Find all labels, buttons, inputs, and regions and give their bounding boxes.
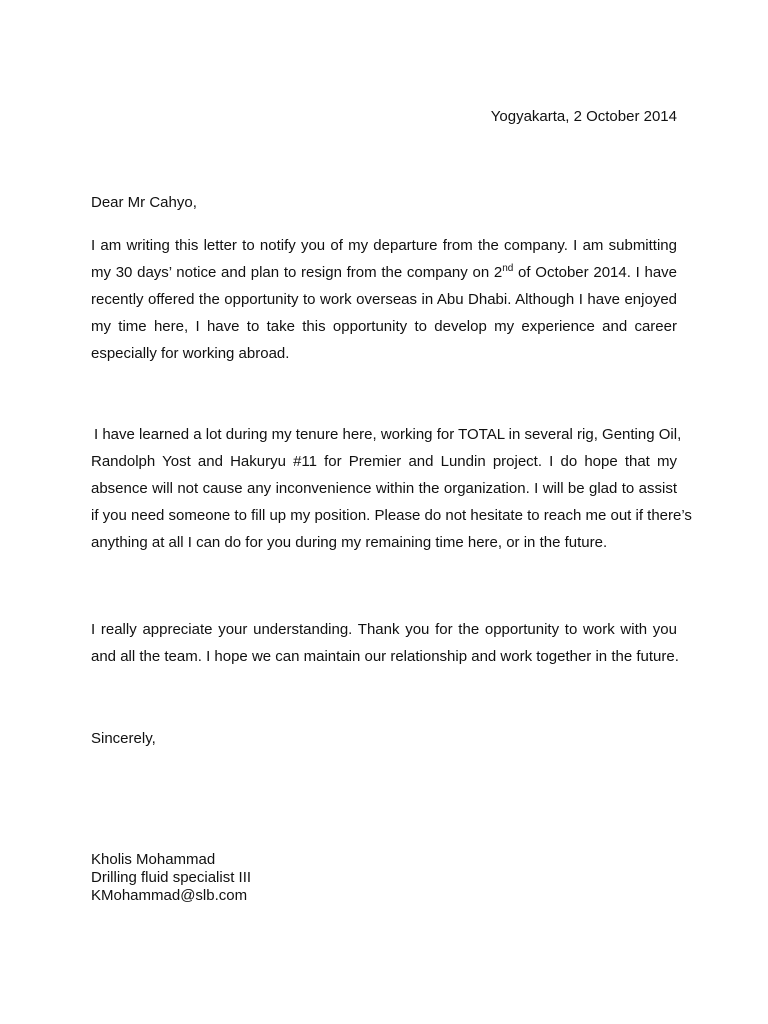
closing: Sincerely,: [91, 730, 156, 747]
signer-email: KMohammad@slb.com: [91, 887, 248, 904]
paragraph-1-line-4: my time here, I have to take this opportunity to develop my experience and career: [91, 318, 677, 335]
salutation: Dear Mr Cahyo,: [91, 194, 197, 211]
paragraph-3-line-1: I really appreciate your understanding. Thank you for the opportunity to work with you: [91, 621, 677, 638]
ordinal-suffix: nd: [502, 263, 514, 274]
paragraph-2: [91, 421, 692, 556]
paragraph-2-line-5: anything at all I can do for you during my remaining time here, or in the future.: [91, 534, 608, 551]
paragraph-1-line-2-post: of October 2014. I have: [513, 264, 678, 281]
signature-block: [91, 851, 251, 905]
paragraph-1-line-2: [91, 259, 677, 286]
paragraph-2-line-2: Randolph Yost and Hakuryu #11 for Premier and Lundin project. I do hope that my: [91, 453, 677, 470]
paragraph-3-line-2: and all the team. I hope we can maintain our relationship and work together in the future.: [91, 648, 679, 665]
paragraph-1-line-2-pre: my 30 days’ notice and plan to resign from the company on 2: [91, 264, 503, 281]
paragraph-1-line-1: I am writing this letter to notify you of my departure from the company. I am submitting: [91, 237, 677, 254]
paragraph-2-line-3: absence will not cause any inconvenience within the organization. I will be glad to assist: [91, 480, 677, 497]
paragraph-2-line-1: I have learned a lot during my tenure here, working for TOTAL in several rig, Genting Oil,: [94, 426, 682, 443]
paragraph-1: [91, 232, 677, 367]
signer-title: Drilling fluid specialist III: [91, 869, 252, 886]
paragraph-1-line-5: especially for working abroad.: [91, 345, 290, 362]
letter-date: Yogyakarta, 2 October 2014: [490, 108, 677, 125]
paragraph-3: [91, 616, 677, 670]
signer-name: Kholis Mohammad: [91, 851, 216, 868]
paragraph-2-line-4: if you need someone to fill up my position. Please do not hesitate to reach me out if there’s: [91, 507, 692, 524]
paragraph-1-line-3: recently offered the opportunity to work overseas in Abu Dhabi. Although I have enjoyed: [91, 291, 677, 308]
